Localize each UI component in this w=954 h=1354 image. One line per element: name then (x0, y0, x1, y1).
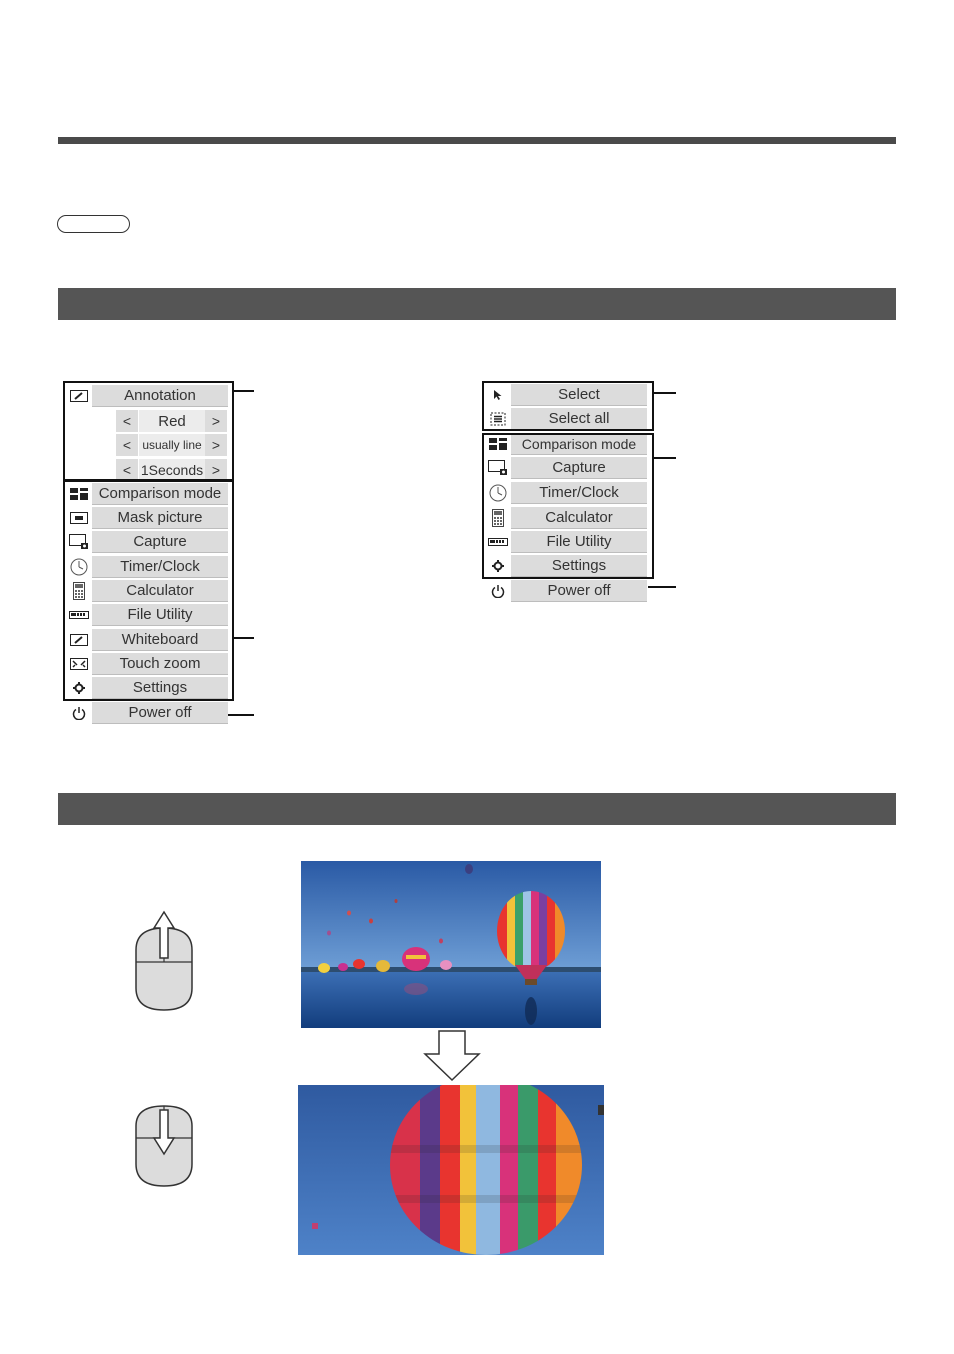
timer-clock-label: Timer/Clock (92, 556, 228, 578)
menu-item-power-off[interactable] (485, 579, 647, 603)
menu-item-power-off[interactable] (66, 701, 228, 725)
callout-line (648, 586, 676, 588)
mouse-scroll-down-icon (128, 1096, 200, 1196)
annotation-group-frame (63, 381, 234, 481)
down-arrow-icon (422, 1030, 482, 1082)
note-badge (57, 215, 130, 233)
mouse-scroll-down-illustration (128, 1096, 200, 1196)
function-group-frame (63, 480, 234, 701)
capture-label: Capture (511, 457, 647, 479)
power-off-label: Power off (92, 702, 228, 724)
callout-line (654, 457, 676, 459)
settings-label: Settings (92, 677, 228, 699)
calculator-label: Calculator (92, 580, 228, 602)
mask-picture-label: Mask picture (92, 507, 228, 529)
callout-line (228, 714, 254, 716)
balloon-photo-zoomed (298, 1085, 604, 1255)
seconds-value: 1Seconds (139, 459, 205, 481)
color-next-button[interactable]: > (205, 410, 227, 432)
timer-clock-label: Timer/Clock (511, 482, 647, 504)
seconds-prev-button[interactable]: < (116, 459, 138, 481)
annotation-label: Annotation (92, 385, 228, 407)
select-group-frame (482, 381, 654, 431)
mouse-scroll-up-illustration (128, 910, 200, 1014)
whiteboard-label: Whiteboard (92, 629, 228, 651)
file-utility-label: File Utility (92, 604, 228, 626)
power-off-label: Power off (511, 580, 647, 602)
balloon-photo-original (301, 861, 601, 1028)
select-label: Select (511, 384, 647, 406)
select-all-label: Select all (511, 408, 647, 430)
touch-zoom-label: Touch zoom (92, 653, 228, 675)
line-value: usually line (139, 434, 205, 456)
color-prev-button[interactable]: < (116, 410, 138, 432)
file-utility-label: File Utility (511, 531, 647, 553)
callout-line (654, 392, 676, 394)
comparison-mode-label: Comparison mode (92, 483, 228, 505)
settings-label: Settings (511, 555, 647, 577)
mouse-scroll-up-icon (128, 910, 200, 1014)
power-icon (485, 579, 511, 603)
callout-line (232, 637, 254, 639)
comparison-mode-label: Comparison mode (511, 433, 647, 455)
section-bar-zoom (58, 793, 896, 825)
section-bar-menu (58, 288, 896, 320)
capture-label: Capture (92, 531, 228, 553)
header-rule (58, 137, 896, 144)
calculator-label: Calculator (511, 507, 647, 529)
line-prev-button[interactable]: < (116, 434, 138, 456)
seconds-next-button[interactable]: > (205, 459, 227, 481)
color-value: Red (139, 410, 205, 432)
power-icon (66, 701, 92, 725)
line-next-button[interactable]: > (205, 434, 227, 456)
function-group-frame (482, 433, 654, 579)
callout-line (232, 390, 254, 392)
